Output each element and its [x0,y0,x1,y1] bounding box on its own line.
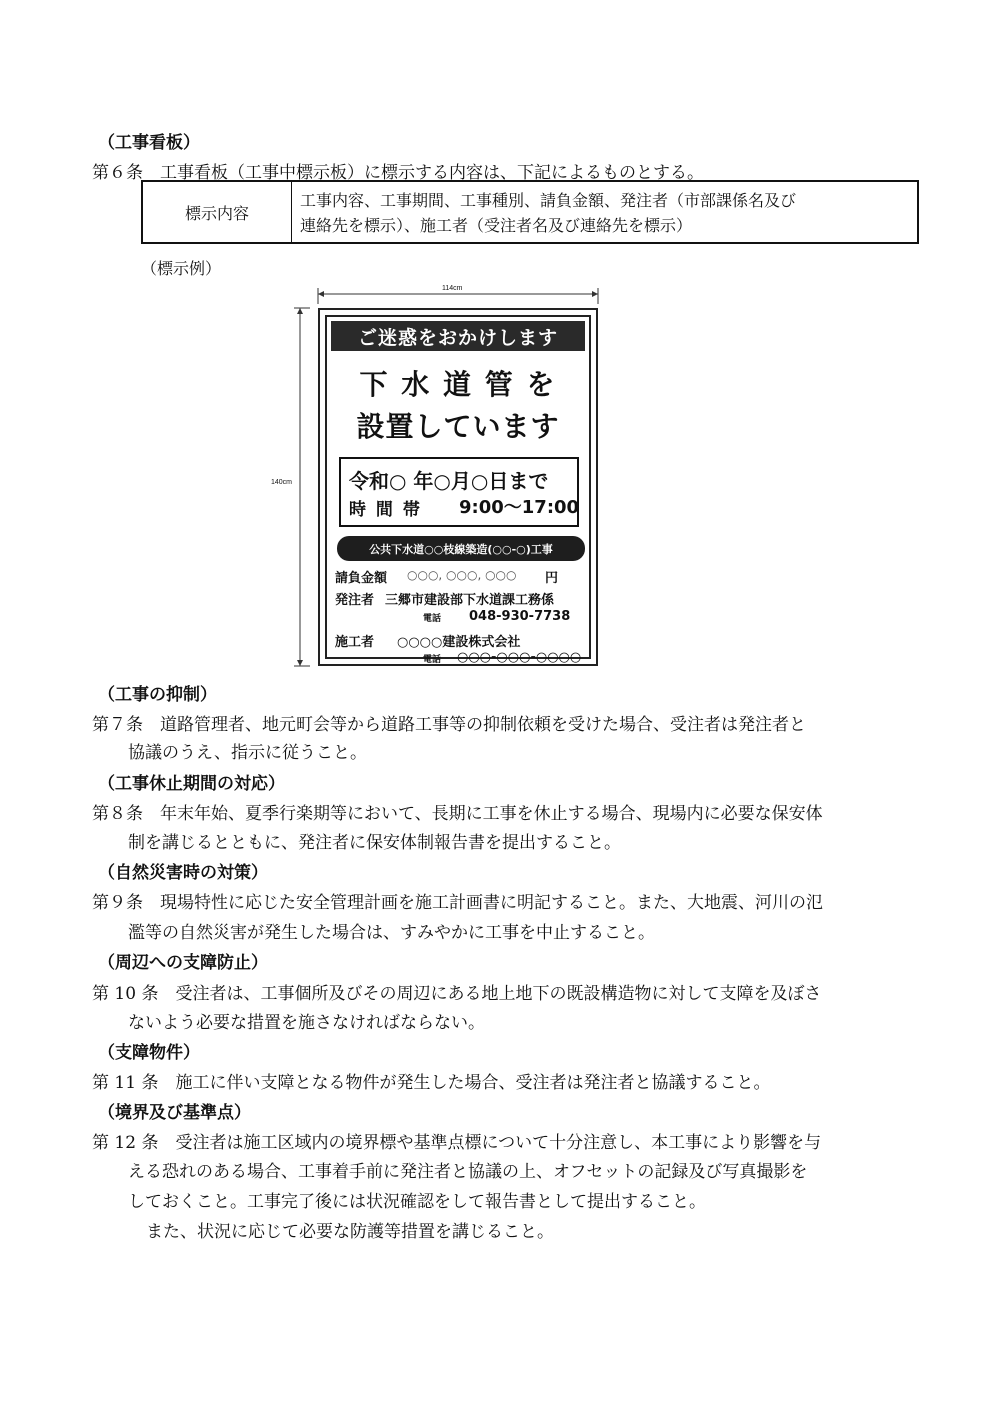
sign-orderer-label: 発注者 [335,593,375,608]
article-12-line-3: しておくこと。工事完了後には状況確認をして報告書として提出すること。 [128,1192,706,1212]
sign-height-label: 140cm [271,479,293,486]
article-11-line-1: 第 11 条 施工に伴い支障となる物件が発生した場合、受注者は発注者と協議すること。 [92,1073,771,1093]
sign-main-line-2: 設置しています [356,410,560,443]
article-6-text: 第６条 工事看板（工事中標示板）に標示する内容は、下記によるものとする。 [92,163,704,183]
sign-date: 令和○ 年○月○日まで [349,469,549,493]
sign-time-label: 時 間 帯 [349,500,422,520]
article-10-heading: （周辺への支障防止） [98,953,268,973]
article-12-line-2: える恐れのある場合、工事着手前に発注者と協議の上、オフセットの記録及び写真撮影を [128,1162,808,1182]
sign-main-line-1: 下 水 道 管 を [359,368,557,401]
article-12-line-4: また、状況に応じて必要な防護等措置を講じること。 [146,1222,554,1242]
article-11-heading: （支障物件） [98,1043,200,1063]
construction-sign [318,308,598,666]
article-8-line-2: 制を講じるとともに、発注者に保安体制報告書を提出すること。 [128,833,621,853]
sign-amount-unit: 円 [545,571,559,586]
article-12-line-1: 第 12 条 受注者は施工区域内の境界標や基準点標について十分注意し、本工事により影響を与 [92,1133,822,1153]
sign-contractor-label: 施工者 [335,635,375,650]
table-content-cell [292,182,917,242]
article-9-heading: （自然災害時の対策） [98,863,268,883]
article-9-line-1: 第９条 現場特性に応じた安全管理計画を施工計画書に明記すること。また、大地震、河川の氾 [92,893,823,913]
display-content-table [141,180,919,244]
table-content-line-2: 連絡先を標示）、施工者（受注者名及び連絡先を標示） [300,216,693,235]
article-10-line-2: ないよう必要な措置を施さなければならない。 [128,1013,485,1033]
sign-contractor-tel-label: 電話 [423,655,442,665]
article-8-line-1: 第８条 年末年始、夏季行楽期等において、長期に工事を休止する場合、現場内に必要な保安体 [92,804,823,824]
sign-project-name: 公共下水道○○枝線築造(○○-○)工事 [337,536,585,561]
table-label-cell: 標示内容 [143,182,292,242]
sign-amount-value: ○○○, ○○○, ○○○ [407,568,517,582]
article-8-heading: （工事休止期間の対応） [98,774,285,794]
sign-orderer-name: 三郷市建設部下水道課工務係 [385,593,555,608]
article-10-line-1: 第 10 条 受注者は、工事個所及びその周辺にある地上地下の既設構造物に対して支障を及ぼさ [92,984,822,1004]
article-9-line-2: 濫等の自然災害が発生した場合は、すみやかに工事を中止すること。 [128,923,655,943]
article-7-heading: （工事の抑制） [98,685,217,705]
sign-orderer-tel-label: 電話 [423,614,442,624]
article-7-line-2: 協議のうえ、指示に従うこと。 [128,743,368,763]
article-6-heading: （工事看板） [98,133,200,153]
article-12-heading: （境界及び基準点） [98,1103,251,1123]
sign-width-label: 114cm [442,285,463,292]
sign-contractor-name: ○○○○建設株式会社 [397,635,521,650]
sign-contractor-tel: ○○○-○○○-○○○○ [457,650,582,665]
article-7-line-1: 第７条 道路管理者、地元町会等から道路工事等の抑制依頼を受けた場合、受注者は発注者と [92,715,806,735]
sign-orderer-tel: 048-930-7738 [469,609,571,624]
sign-time-value: 9:00～17:00 [459,497,580,518]
sign-amount-label: 請負金額 [335,571,388,586]
sign-banner: ご迷惑をおかけします [331,321,585,351]
example-label: （標示例） [141,259,222,278]
table-content-line-1: 工事内容、工事期間、工事種別、請負金額、発注者（市部課係名及び [300,191,797,210]
sign-inner-border [325,315,591,665]
sign-date-box [339,457,579,527]
